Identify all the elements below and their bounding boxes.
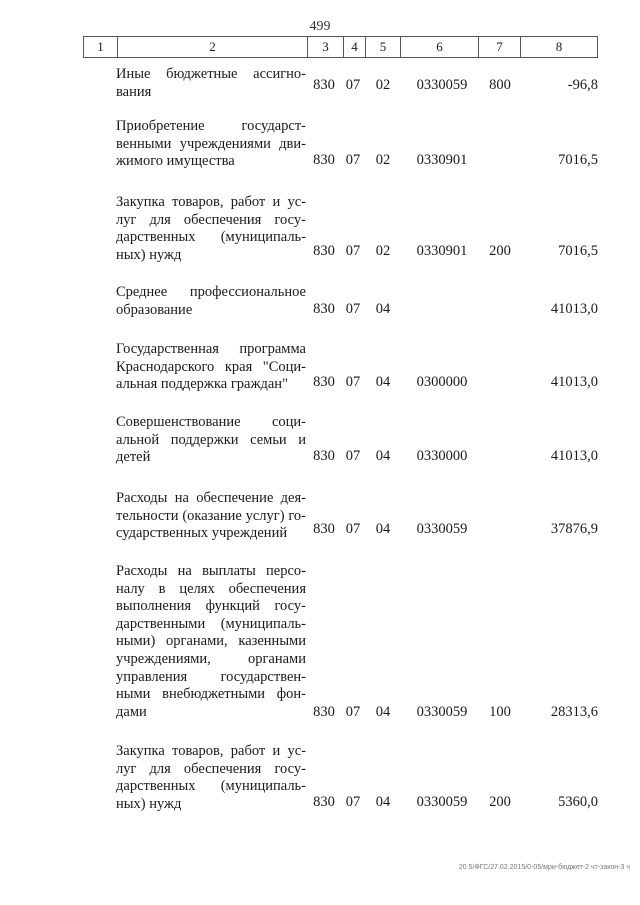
row-c5: 02 — [375, 77, 391, 93]
row-c3: 830 — [313, 521, 335, 537]
row-c8: 7016,5 — [558, 152, 598, 168]
row-name: Совершенствование соци-альной поддержки семьи и детей — [116, 414, 306, 466]
row-c4: 07 — [345, 152, 361, 168]
row-c6: 0330901 — [416, 152, 468, 168]
row-c6: 0330059 — [416, 704, 468, 720]
row-c8: 37876,9 — [550, 521, 598, 537]
row-c4: 07 — [345, 448, 361, 464]
row-name: Иные бюджетные ассигно-вания — [116, 66, 306, 100]
row-c5: 04 — [375, 374, 391, 390]
row-name: Расходы на обеспечение дея-тельности (оказание услуг) го-сударственных учреждений — [116, 490, 306, 542]
row-name: Среднее профессиональное образование — [116, 284, 306, 318]
row-c4: 07 — [345, 794, 361, 810]
row-c3: 830 — [313, 374, 335, 390]
row-c8: 28313,6 — [550, 704, 598, 720]
row-c8: 41013,0 — [550, 374, 598, 390]
header-col-3: 3 — [307, 37, 343, 57]
row-c3: 830 — [313, 301, 335, 317]
row-c7: 200 — [489, 794, 511, 810]
row-c5: 04 — [375, 794, 391, 810]
row-c8: 41013,0 — [550, 301, 598, 317]
row-c6: 0330059 — [416, 794, 468, 810]
row-name: Приобретение государст-венными учреждениями дви-жимого имущества — [116, 118, 306, 170]
row-c4: 07 — [345, 301, 361, 317]
row-c5: 04 — [375, 301, 391, 317]
header-col-5: 5 — [365, 37, 400, 57]
row-c7: 100 — [489, 704, 511, 720]
row-c4: 07 — [345, 77, 361, 93]
row-c7: 800 — [489, 77, 511, 93]
row-c5: 04 — [375, 521, 391, 537]
row-c4: 07 — [345, 243, 361, 259]
table-header — [83, 36, 598, 58]
row-c5: 04 — [375, 704, 391, 720]
row-c3: 830 — [313, 152, 335, 168]
row-c4: 07 — [345, 704, 361, 720]
row-c7: 200 — [489, 243, 511, 259]
row-c4: 07 — [345, 521, 361, 537]
row-name: Государственная программа Краснодарского края "Соци-альная поддержка граждан" — [116, 341, 306, 393]
header-col-1: 1 — [97, 39, 104, 54]
row-name: Закупка товаров, работ и ус-луг для обеспечения госу-дарственных (муниципаль-ных) нужд — [116, 743, 306, 812]
row-c3: 830 — [313, 704, 335, 720]
header-col-4: 4 — [343, 37, 365, 57]
row-c6: 0330059 — [416, 77, 468, 93]
row-c3: 830 — [313, 794, 335, 810]
row-c6: 0300000 — [416, 374, 468, 390]
row-c6: 0330000 — [416, 448, 468, 464]
row-c5: 02 — [375, 243, 391, 259]
row-name: Расходы на выплаты персо-налу в целях обеспечения выполнения функций госу-дарственными (муниципаль-ными) органами, казенными учреждениями, органами управления государствен-ными внебюджетными фон-дами — [116, 563, 306, 720]
row-c3: 830 — [313, 77, 335, 93]
header-col-6: 6 — [400, 37, 478, 57]
row-c3: 830 — [313, 243, 335, 259]
row-c3: 830 — [313, 448, 335, 464]
row-name: Закупка товаров, работ и ус-луг для обеспечения госу-дарственных (муниципаль-ных) нужд — [116, 194, 306, 263]
header-col-2: 2 — [117, 37, 307, 57]
document-footer: 20 5/ФГС/27.02.2015/0-05/мри-бюджет-2 чт-закон-3 ч — [458, 864, 630, 871]
row-c5: 04 — [375, 448, 391, 464]
row-c8: -96,8 — [567, 77, 598, 93]
row-c8: 41013,0 — [550, 448, 598, 464]
row-c6: 0330059 — [416, 521, 468, 537]
row-c4: 07 — [345, 374, 361, 390]
row-c6: 0330901 — [416, 243, 468, 259]
row-c8: 7016,5 — [558, 243, 598, 259]
row-c5: 02 — [375, 152, 391, 168]
row-c8: 5360,0 — [558, 794, 598, 810]
page-number: 499 — [309, 19, 331, 34]
header-col-7: 7 — [478, 37, 520, 57]
header-col-8: 8 — [520, 37, 597, 57]
